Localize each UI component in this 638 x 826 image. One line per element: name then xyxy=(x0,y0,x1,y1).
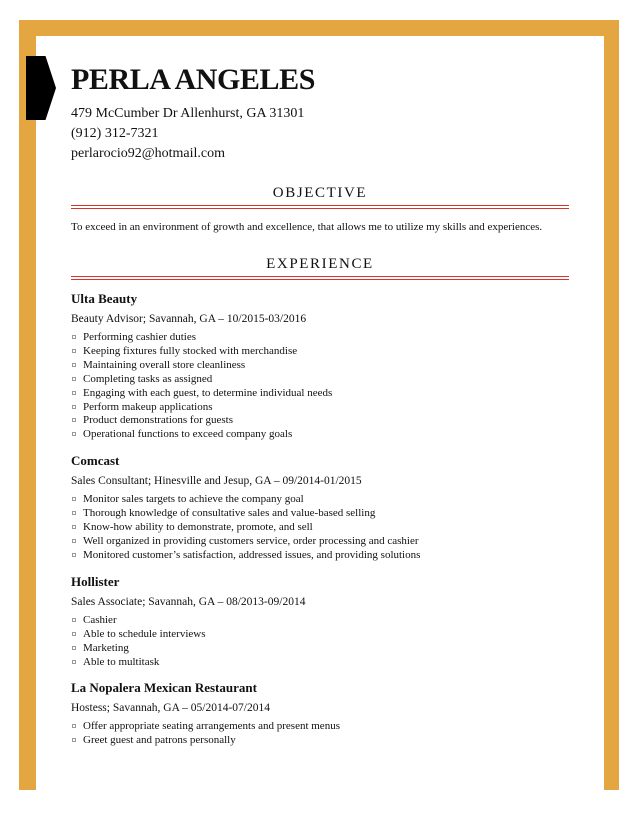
objective-text: To exceed in an environment of growth and excellence, that allows me to utilize my skills and experiences. xyxy=(71,221,543,233)
square-bullet-icon xyxy=(72,618,76,622)
list-item xyxy=(71,401,569,415)
list-item xyxy=(71,628,569,642)
list-item xyxy=(71,656,569,670)
square-bullet-icon xyxy=(72,511,76,515)
list-item xyxy=(71,507,569,521)
list-item xyxy=(71,521,569,535)
duty-text: Well organized in providing customers service, order processing and cashier xyxy=(83,534,419,547)
job-role: Sales Consultant; Hinesville and Jesup, GA – 09/2014-01/2015 xyxy=(71,475,362,488)
list-item xyxy=(71,642,569,656)
job-duties-list xyxy=(71,331,569,442)
job-company: La Nopalera Mexican Restaurant xyxy=(71,680,257,696)
duty-text: Able to schedule interviews xyxy=(83,627,206,640)
duty-text: Offer appropriate seating arrangements and present menus xyxy=(83,720,340,733)
square-bullet-icon xyxy=(72,418,76,422)
square-bullet-icon xyxy=(72,497,76,501)
objective-section xyxy=(71,184,569,235)
job-duties-list xyxy=(71,493,569,563)
experience-rule-top xyxy=(71,276,569,277)
candidate-name: PERLA ANGELES xyxy=(71,63,316,96)
square-bullet-icon xyxy=(72,377,76,381)
duty-text: Greet guest and patrons personally xyxy=(83,734,236,747)
job-duties-list xyxy=(71,614,569,670)
duty-text: Engaging with each guest, to determine individual needs xyxy=(83,386,333,399)
experience-rule-bottom xyxy=(71,279,569,280)
list-item xyxy=(71,720,569,734)
duty-text: Know-how ability to demonstrate, promote, and sell xyxy=(83,521,313,534)
square-bullet-icon xyxy=(72,391,76,395)
duty-text: Performing cashier duties xyxy=(83,331,197,343)
list-item xyxy=(71,387,569,401)
job-role: Sales Associate; Savannah, GA – 08/2013-09/2014 xyxy=(71,595,306,608)
duty-text: Monitored customer’s satisfaction, addressed issues, and providing solutions xyxy=(83,548,421,561)
job-company: Hollister xyxy=(71,573,120,589)
job-entry xyxy=(71,679,569,748)
list-item xyxy=(71,614,569,628)
square-bullet-icon xyxy=(72,646,76,650)
square-bullet-icon xyxy=(72,738,76,742)
duty-text: Maintaining overall store cleanliness xyxy=(83,358,246,371)
contact-email: perlarocio92@hotmail.com xyxy=(71,146,226,161)
duty-text: Completing tasks as assigned xyxy=(83,372,213,385)
duty-text: Thorough knowledge of consultative sales and value-based selling xyxy=(83,507,376,520)
list-item xyxy=(71,373,569,387)
list-item xyxy=(71,428,569,442)
square-bullet-icon xyxy=(72,539,76,543)
experience-list xyxy=(71,290,569,748)
square-bullet-icon xyxy=(72,724,76,728)
square-bullet-icon xyxy=(72,335,76,339)
objective-rule-bottom xyxy=(71,208,569,209)
job-role: Hostess; Savannah, GA – 05/2014-07/2014 xyxy=(71,702,271,715)
list-item xyxy=(71,345,569,359)
square-bullet-icon xyxy=(72,660,76,664)
objective-rule-top xyxy=(71,205,569,206)
duty-text: Product demonstrations for guests xyxy=(83,414,234,427)
square-bullet-icon xyxy=(72,349,76,353)
duty-text: Perform makeup applications xyxy=(83,400,213,413)
job-duties-list xyxy=(71,720,569,748)
square-bullet-icon xyxy=(72,632,76,636)
square-bullet-icon xyxy=(72,525,76,529)
job-company: Comcast xyxy=(71,453,120,469)
list-item xyxy=(71,493,569,507)
resume-content xyxy=(71,62,569,748)
square-bullet-icon xyxy=(72,363,76,367)
square-bullet-icon xyxy=(72,553,76,557)
list-item xyxy=(71,359,569,373)
list-item xyxy=(71,549,569,563)
objective-heading: OBJECTIVE xyxy=(272,185,368,201)
square-bullet-icon xyxy=(72,405,76,409)
experience-section xyxy=(71,255,569,748)
job-company: Ulta Beauty xyxy=(71,291,138,306)
list-item xyxy=(71,414,569,428)
square-bullet-icon xyxy=(72,432,76,436)
list-item xyxy=(71,535,569,549)
job-entry xyxy=(71,290,569,442)
duty-text: Marketing xyxy=(83,641,129,654)
list-item xyxy=(71,734,569,748)
duty-text: Monitor sales targets to achieve the company goal xyxy=(83,493,304,506)
job-role: Beauty Advisor; Savannah, GA – 10/2015-03/2016 xyxy=(71,313,307,325)
contact-phone: (912) 312-7321 xyxy=(71,126,159,141)
duty-text: Cashier xyxy=(83,613,117,626)
duty-text: Able to multitask xyxy=(83,655,160,668)
duty-text: Operational functions to exceed company goals xyxy=(83,428,293,441)
list-item xyxy=(71,331,569,345)
duty-text: Keeping fixtures fully stocked with merchandise xyxy=(83,344,298,357)
job-entry xyxy=(71,452,569,563)
experience-heading: EXPERIENCE xyxy=(266,256,374,272)
job-entry xyxy=(71,573,569,670)
contact-address: 479 McCumber Dr Allenhurst, GA 31301 xyxy=(71,106,305,121)
